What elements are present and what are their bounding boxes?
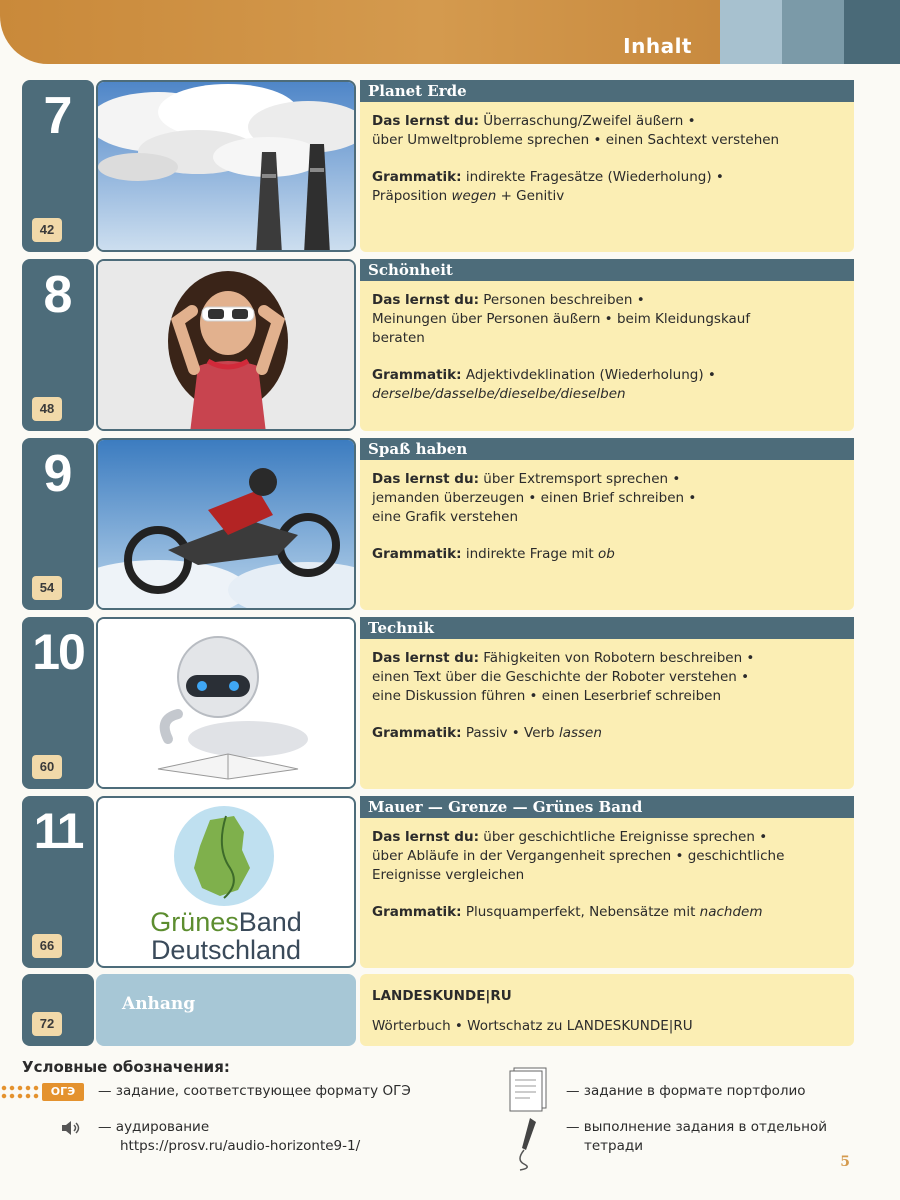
chapter-number: 7: [43, 87, 73, 145]
learn-text: über geschichtliche Ereignisse sprechen •: [483, 829, 768, 845]
chapter-row-11[interactable]: [22, 796, 854, 968]
chapter-number: 9: [43, 445, 73, 503]
grammar-italic: nachdem: [699, 904, 763, 920]
chapter-number-tab: [22, 259, 94, 431]
chapter-number-tab: [22, 796, 94, 968]
chapter-image-motocross: [96, 438, 356, 610]
legend-oge-text: — задание, соответствующее формату ОГЭ: [98, 1083, 411, 1099]
grammar-text: indirekte Frage mit: [465, 546, 599, 562]
page-ref[interactable]: 48: [32, 397, 62, 421]
header-blue-block: [844, 0, 900, 64]
header-blue-block: [720, 0, 782, 64]
grammar-text: + Genitiv: [496, 188, 565, 204]
chapter-number: 10: [32, 624, 84, 680]
grammar-label: Grammatik:: [372, 367, 462, 383]
grammar-text: Plusquamperfekt, Nebensätze mit: [465, 904, 700, 920]
chapter-image-robot: [96, 617, 356, 789]
motocross-illustration: [98, 440, 356, 610]
grammar-italic: derselbe/dasselbe/dieselbe/dieselben: [372, 386, 626, 402]
chapter-title[interactable]: Schönheit: [360, 259, 854, 281]
page-ref[interactable]: 66: [32, 934, 62, 958]
chapter-description: [372, 828, 846, 922]
grammar-text: Präposition: [372, 188, 452, 204]
learn-label: Das lernst du:: [372, 829, 479, 845]
page-ref[interactable]: 54: [32, 576, 62, 600]
learn-text: über Abläufe in der Vergangenheit sprechen • geschichtliche: [372, 848, 785, 864]
chapter-number: 8: [43, 266, 73, 324]
learn-text: beraten: [372, 330, 425, 346]
legend-audio-text: — аудирование: [98, 1119, 210, 1135]
chapter-title[interactable]: Spaß haben: [360, 438, 854, 460]
dots-icon: [0, 1084, 40, 1100]
learn-text: jemanden überzeugen • einen Brief schreiben •: [372, 490, 697, 506]
oge-badge: [0, 1082, 92, 1102]
header-blue-block: [782, 0, 844, 64]
chapter-row-7[interactable]: [22, 80, 854, 252]
grammar-italic: lassen: [558, 725, 602, 741]
portfolio-icon: [506, 1066, 550, 1116]
legend-portfolio-text: — задание в формате портфолио: [566, 1083, 806, 1099]
chapter-title[interactable]: Planet Erde: [360, 80, 854, 102]
chapter-description: [372, 470, 846, 564]
grammar-label: Grammatik:: [372, 904, 462, 920]
legend-title: Условные обозначения:: [22, 1058, 230, 1076]
pen-icon: [512, 1116, 542, 1176]
learn-label: Das lernst du:: [372, 292, 479, 308]
chapter-number: 11: [33, 803, 83, 859]
anhang-label[interactable]: Anhang: [122, 994, 196, 1014]
grammar-italic: ob: [598, 546, 615, 562]
girl-illustration: [98, 261, 356, 431]
anhang-line: LANDESKUNDE|RU: [372, 988, 512, 1004]
grammar-label: Grammatik:: [372, 725, 462, 741]
chapter-row-9[interactable]: [22, 438, 854, 610]
learn-text: Meinungen über Personen äußern • beim Kleidungskauf: [372, 311, 751, 327]
learn-label: Das lernst du:: [372, 113, 479, 129]
chimneys-illustration: [98, 82, 356, 252]
grammar-label: Grammatik:: [372, 169, 462, 185]
chapter-content: [360, 796, 854, 968]
learn-label: Das lernst du:: [372, 471, 479, 487]
anhang-content: [360, 974, 854, 1046]
learn-text: eine Diskussion führen • einen Leserbrief schreiben: [372, 688, 722, 704]
header-orange-stripe: [0, 0, 720, 64]
anhang-line: Wörterbuch • Wortschatz zu LANDESKUNDE|RU: [372, 1018, 693, 1034]
chapter-description: [372, 112, 846, 206]
page-ref[interactable]: 42: [32, 218, 62, 242]
chapter-number-tab: [22, 438, 94, 610]
chapter-title[interactable]: Mauer — Grenze — Grünes Band: [360, 796, 854, 818]
chapter-image-gruenes-band-logo: [96, 796, 356, 968]
oge-tag: ОГЭ: [42, 1083, 84, 1101]
anhang-tab: [22, 974, 94, 1046]
grammar-text: Adjektivdeklination (Wiederholung) •: [465, 367, 716, 383]
chapter-content: [360, 259, 854, 431]
learn-text: über Extremsport sprechen •: [483, 471, 681, 487]
chapter-image-girl: [96, 259, 356, 431]
chapter-description: [372, 291, 846, 404]
legend-notebook-text: — выполнение задания в отдельной: [566, 1119, 827, 1135]
chapter-row-10[interactable]: [22, 617, 854, 789]
grammar-text: Passiv • Verb: [465, 725, 559, 741]
chapter-content: [360, 438, 854, 610]
learn-text: Ereignisse vergleichen: [372, 867, 525, 883]
header-band: [0, 0, 900, 64]
grammar-italic: wegen: [451, 188, 497, 204]
learn-text: einen Text über die Geschichte der Roboter verstehen •: [372, 669, 750, 685]
grammar-label: Grammatik:: [372, 546, 462, 562]
learn-text: Überraschung/Zweifel äußern •: [483, 113, 696, 129]
page-ref[interactable]: 72: [32, 1012, 62, 1036]
robot-illustration: [98, 619, 354, 787]
page-ref[interactable]: 60: [32, 755, 62, 779]
chapter-title[interactable]: Technik: [360, 617, 854, 639]
speaker-icon: [60, 1120, 82, 1140]
learn-text: Fähigkeiten von Robotern beschreiben •: [483, 650, 755, 666]
learn-text: Personen beschreiben •: [483, 292, 645, 308]
legend-notebook-text: тетради: [584, 1138, 643, 1154]
audio-link[interactable]: https://prosv.ru/audio-horizonte9-1/: [120, 1138, 361, 1154]
grammar-text: indirekte Fragesätze (Wiederholung) •: [465, 169, 724, 185]
page-number: 5: [840, 1154, 850, 1170]
chapter-content: [360, 80, 854, 252]
chapter-number-tab: [22, 617, 94, 789]
chapter-image-chimneys: [96, 80, 356, 252]
page-title: Inhalt: [623, 34, 692, 58]
anhang-row[interactable]: [22, 974, 854, 1046]
gruenes-band-wordmark: GrünesBand Deutschland: [150, 907, 302, 965]
learn-text: über Umweltprobleme sprechen • einen Sachtext verstehen: [372, 132, 780, 148]
chapter-description: [372, 649, 846, 743]
chapter-number-tab: [22, 80, 94, 252]
learn-text: eine Grafik verstehen: [372, 509, 519, 525]
chapter-content: [360, 617, 854, 789]
chapter-row-8[interactable]: [22, 259, 854, 431]
learn-label: Das lernst du:: [372, 650, 479, 666]
anhang-label-box: [96, 974, 356, 1046]
